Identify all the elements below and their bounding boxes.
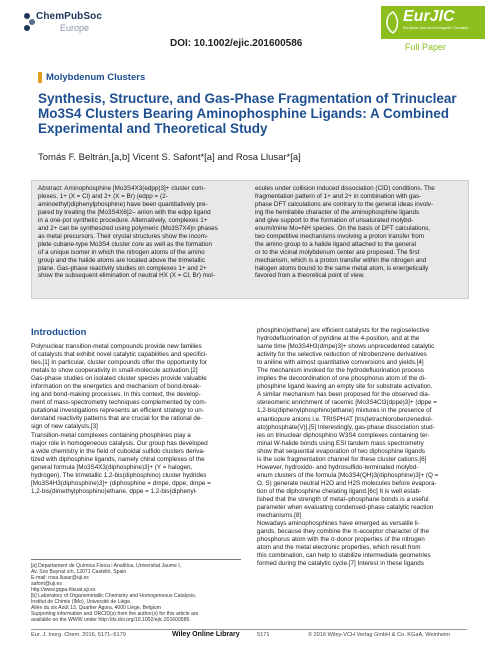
abstract-line: Abstract: Aminophosphine [Mo3S4X3(edpp)3]+ cluster com-	[38, 185, 206, 192]
body-text-line: Nowadays aminophosphines have emerged as versatile li-	[257, 520, 420, 528]
footnote-line: http://www.gqpa-fiisuat.uji.es	[31, 587, 96, 593]
body-text-line: lished that the strength of metal–phosphane bonds is a useful	[257, 495, 429, 503]
section-label: Molybdenum Clusters	[46, 72, 146, 83]
abstract-line: ing the hemilabile character of the aminophosphine ligands	[255, 208, 420, 216]
body-text-line: tion of the diphosphine chelating ligand.[6c] It is well estab-	[257, 487, 422, 495]
journal-swirl-icon	[383, 6, 403, 39]
body-text-line: A similar mechanism has been proposed for the observed dia-	[257, 391, 430, 399]
body-text-line: tized with diphosphine ligands, namely chiral complexes of the	[31, 455, 205, 463]
body-text-line: Gas-phase studies on isolated cluster species provide valuable	[31, 375, 207, 383]
footnote-line: available on the WWW under http://dx.doi.org/10.1002/ejic.201600586.	[31, 617, 191, 623]
footnote-line: Supporting information and ORCID(s) from the author(s) for this article are	[31, 611, 199, 617]
footer-citation: Eur. J. Inorg. Chem. 2016, 5171–5179	[31, 632, 126, 638]
body-text-line: major role in homogeneous catalysis. Our group has developed	[31, 439, 208, 447]
body-text-line: ato)phosphate(V)].[5] Interestingly, gas-phase dissociation stud-	[257, 423, 435, 431]
abstract-line: or to the vicinal molybdenum center are proposed. The first	[255, 248, 420, 256]
abstract-box	[31, 180, 469, 299]
body-text-line: ing and bond-making processes. In this context, the develop-	[31, 391, 201, 399]
abstract-line: halogen atoms bound to the same metal atom, is energetically	[255, 264, 429, 272]
body-column-left	[31, 343, 241, 496]
body-text-line: information on the energetics and mechanism of bond-break-	[31, 383, 202, 391]
paper-type: Full Paper	[405, 42, 447, 52]
abstract-line: and 2+ can be synthesized using polymeric {Mo3S7X4}n phases	[38, 224, 218, 232]
footer-divider	[31, 629, 467, 630]
abstract-line: of a unique isomer in which the nitrogen atoms of the amino	[38, 248, 205, 256]
copyright: © 2016 Wiley-VCH Verlag GmbH & Co. KGaA, Weinheim	[308, 632, 451, 638]
body-text-line: mechanisms.[8]	[257, 512, 302, 520]
abstract-line: the amino group to a halide ligand attached to the general	[255, 240, 417, 248]
journal-logo	[381, 6, 485, 50]
chempubsoc-logo	[22, 8, 118, 42]
body-text-line: show that sequential evaporation of two diphosphine ligands	[257, 447, 426, 455]
body-text-line: sign of new catalysts.[3]	[31, 423, 98, 431]
body-text-line: activity for the selective reduction of nitrobenzene derivatives	[257, 351, 427, 359]
footnote-line: E-mail: rosa.llusar@uji.es	[31, 575, 89, 581]
body-text-line: Transition-metal complexes containing phosphines play a	[31, 431, 191, 439]
body-text-line: [Mo3S4H3(diphosphine)3]+ (diphosphine = dmpe, dppe; dmpe =	[31, 479, 211, 487]
chempubsoc-dots-icon	[22, 12, 36, 34]
abstract-right-column	[255, 185, 461, 280]
body-text-line: O, S) generate neutral H2O and H2S molecules before evapora-	[257, 479, 437, 487]
body-text-line: same time [Mo3S4H3(dmpe)3]+ shows unprecedented catalytic	[257, 343, 435, 351]
body-text-line: a wide chemistry in the field of cuboidal sulfido clusters deriva-	[31, 447, 205, 455]
body-text-line: phosphine ligand leaving an empty site for substrate activation.	[257, 383, 433, 391]
publisher-name: ChemPubSoc	[36, 11, 103, 22]
abstract-left-column	[38, 185, 244, 280]
abstract-line: two competitive mechanisms involving a proton transfer from	[255, 232, 425, 240]
abstract-line: and give support to the formation of unsaturated molybd-	[255, 216, 414, 224]
body-text-line: gands, because they combine the π-acceptor character of the	[257, 528, 430, 536]
abstract-line: as metal precursors. Their crystal structures show the incom-	[38, 232, 208, 240]
abstract-line: in a one-pot synthetic procedure. Alternatively, complexes 1+	[38, 216, 208, 224]
abstract-line: show the subsequent elimination of neutral HX (X = Cl, Br) mol-	[38, 272, 215, 280]
article-title: Synthesis, Structure, and Gas-Phase Fragmentation of Trinuclear Mo3S4 Clusters Bearing Aminophosphine Ligands: A Combined Experimental and Theoretical Study	[38, 91, 457, 136]
abstract-line: phase DFT calculations are contrary to the general ideas involv-	[255, 200, 434, 208]
abstract-line: pared by treating the [Mo3S4X6]2– anion with the edpp ligand	[38, 208, 211, 216]
abstract-line: plexes, 1+ (X = Cl) and 2+ (X = Br) (edpp = (2-	[38, 192, 168, 200]
body-text-line: general formula [Mo3S4X3(diphosphine)3]+ (Y = halogen,	[31, 463, 193, 471]
footnote-line: [b] Laboratory of Organometallic Chemistry and Homogeneous Catalysis,	[31, 593, 197, 599]
body-text-line: of catalysts that exhibit novel catalytic capabilities and specifici-	[31, 351, 208, 359]
abstract-line: plete cubane-type Mo3S4 cluster core as well as the formation	[38, 240, 212, 248]
footnote-line: [a] Departament de Química Física i Analítica, Universitat Jaume I,	[31, 563, 182, 569]
wiley-online-library-logo[interactable]: Wiley Online Library	[172, 631, 240, 638]
abstract-line: ecules under collision induced dissociation (CID) conditions. The	[255, 185, 435, 192]
abstract-line: aminoethyl)diphenylphosphine) have been quantitatively pre-	[38, 200, 208, 208]
body-text-line: 1,2-bis(diphenylphosphino)ethane) mixtures in the presence of	[257, 407, 432, 415]
body-text-line: formed during the catalytic cycle.[7] Interest in these ligands	[257, 560, 424, 568]
section-bar	[38, 72, 42, 83]
body-text-line: metals to show cooperativity in small-molecule activation.[2]	[31, 367, 198, 375]
body-text-line: phosphino)ethane] are efficient catalysts for the regioselective	[257, 327, 430, 334]
abstract-line: enum/imine Mo=NH species. On the basis of DFT calculations,	[255, 224, 431, 232]
body-text-line: phosphorus atom with the σ-donor properties of the nitrogen	[257, 536, 425, 544]
body-text-line: ties.[1] In particular, cluster compounds offer the opportunity for	[31, 359, 207, 367]
body-column-right	[257, 327, 467, 568]
body-text-line: atom and the metal electronic properties, which result from	[257, 544, 421, 552]
journal-name: EurJIC	[403, 8, 455, 25]
body-text-line: ies on trinuclear diphosphino W3S4 complexes containing ter-	[257, 431, 430, 439]
footnote-divider	[31, 559, 241, 560]
body-text-line: However, hydroxido- and hydrosulfido-terminated molybd-	[257, 463, 419, 471]
abstract-line: fragmentation pattern of 1+ and 2+ in combination with gas-	[255, 192, 422, 200]
body-text-line: The mechanism invoked for the hydrodefluorination process	[257, 367, 424, 375]
page-number: 5171	[257, 632, 270, 638]
body-text-line: to aniline with almost quantitative conversions and yields.[4]	[257, 359, 424, 367]
body-text-line: enantiopure anions i.e. TRISPHAT [tris(tetrachlorobenzenediol-	[257, 415, 433, 423]
footnote-line: safont@uji.es	[31, 581, 62, 587]
body-text-line: implies the decoordination of one phosphorus atom of the di-	[257, 375, 427, 383]
body-text-line: hydrodefluorination of pyridine at the 4-position, and at the	[257, 335, 420, 343]
footnotes	[31, 563, 246, 623]
journal-subtitle: European Journal of Inorganic Chemistry	[403, 26, 469, 30]
author-list: Tomás F. Beltrán,[a,b] Vicent S. Safont*[a] and Rosa Llusar*[a]	[38, 152, 301, 163]
body-text-line: enum clusters of the formula [Mo3S4(QH)3(diphosphine)3]+ (Q =	[257, 471, 439, 479]
publisher-region: Europe	[60, 23, 90, 33]
body-text-line: this combination, can help to stabilize intermediate geometries	[257, 552, 431, 560]
abstract-line: mechanism, which is a proton transfer within the nitrogen and	[255, 256, 427, 264]
body-text-line: putational investigations represents an efficient strategy to un-	[31, 407, 204, 415]
body-text-line: derstand reactivity patterns that are crucial for the rational de-	[31, 415, 203, 423]
footnote-line: Allée du six Août 13, Quartier Agora, 4000 Liège, Belgium	[31, 605, 161, 611]
body-text-line: stereomeric enrichment of racemic [Mo3S4Cl3(dppe)3]+ (dppe =	[257, 399, 437, 407]
body-text-line: ment of mass-spectrometry techniques complemented by com-	[31, 399, 207, 407]
body-text-line: is the sole fragmentation channel for these cluster cations.[6]	[257, 455, 427, 463]
body-text-line: hydrogen). The trimetallic 1,2-bis(diphosphino) cluster hydrides	[31, 471, 207, 479]
body-text-line: 1,2-bis(dimethylphosphino)ethane, dppe = 1,2-bis(diphenyl-	[31, 487, 198, 495]
footnote-line: Institut de Chimie (IMo), Université de Liège,	[31, 599, 132, 605]
abstract-line: favored from a theoretical point of view.	[255, 272, 365, 280]
abstract-line: plane. Gas-phase reactivity studies on complexes 1+ and 2+	[38, 264, 207, 272]
body-text-line: Polynuclear transition-metal compounds provide new families	[31, 343, 202, 350]
body-text-line: parameter when evaluating condensed-phase catalytic reaction	[257, 504, 434, 512]
abstract-line: group and the halide atoms are located above the trimetallic	[38, 256, 205, 264]
body-text-line: minal W-halide bonds using ESI tandem mass spectrometry	[257, 439, 424, 447]
footnote-line: Av. Sos Baynat s/n, 12071 Castelló, Spain	[31, 569, 127, 575]
article-doi[interactable]: DOI: 10.1002/ejic.201600586	[170, 38, 303, 49]
introduction-heading: Introduction	[31, 327, 87, 338]
